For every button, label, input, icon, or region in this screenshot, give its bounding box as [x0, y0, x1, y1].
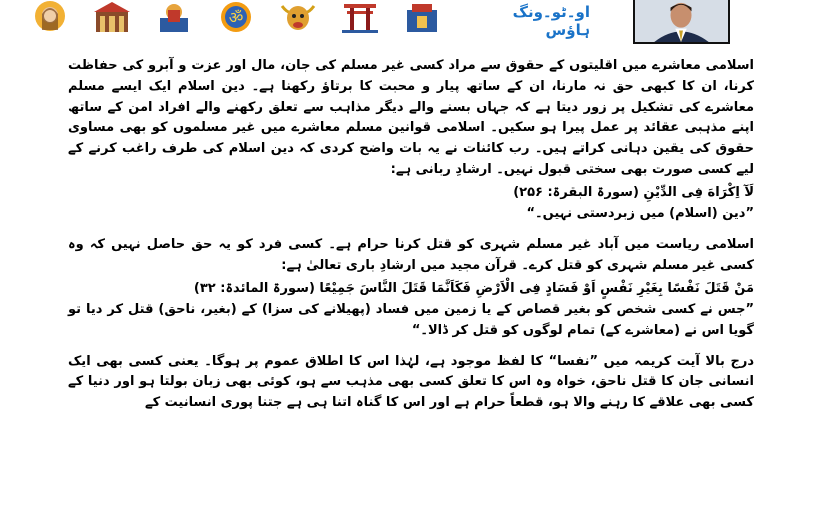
torii-gate-icon: [340, 0, 380, 34]
quran-verse-1: لَآ اِكْرَاهَ فِى الدِّيْنِ (سورۃ البقرۃ: ۲۵۶): [513, 184, 754, 200]
author-photo: [633, 0, 730, 44]
brand-title: او۔ٹو۔ونگ ہاؤس: [512, 3, 590, 39]
paragraph-prohibition: اسلامی ریاست میں آباد غیر مسلم شہری کو قتل کرنا حرام ہے۔ کسی فرد کو یہ حق حاصل نہیں کہ وہ کسی غیر مسلم شہری کو قتل کرے۔ قرآن مجید میں ارشادِ باری تعالیٰ ہے:: [68, 236, 754, 273]
temple-building-icon: [92, 0, 132, 34]
bull-icon: [278, 0, 318, 34]
quran-verse-2: مَنْ قَتَلَ نَفْسًا بِغَيْرِ نَفْسٍ اَوْ فَسَادٍ فِى الْاَرْضِ فَكَاَنَّمَا قَتَلَ النَّاسَ جَمِيْعًا (سورۃ المائدۃ: ۳۲): [193, 280, 754, 296]
spacer: [68, 342, 754, 352]
shrine-box-icon: [402, 0, 442, 34]
translation-1: ”دین (اسلام) میں زبردستی نہیں۔“: [526, 206, 754, 222]
article-body: [68, 56, 754, 414]
shrine-figure-icon: [154, 0, 194, 34]
header-strip: [0, 0, 818, 44]
translation-2: ”جس نے کسی شخص کو بغیر قصاص کے یا زمین میں فساد (پھیلانے کی سزا) کے (بغیر، ناحق) قتل کر دیا تو گویا اس نے (معاشرے کے) تمام لوگوں کو قتل کر ڈالا۔“: [68, 301, 754, 338]
paragraph-intro: اسلامی معاشرے میں اقلیتوں کے حقوق سے مراد کسی غیر مسلم کی جان، مال اور عزت و آبرو کی حفاظت کرنا، ان کا کبھی حق نہ مارنا، ان کے ساتھ پیار و محبت کا برتاؤ رکھنا ہے۔ دین اسلام ایک ایسے مسلم معاشرے کی تشکیل پر زور دیتا ہے کہ جہاں بسنے والے دیگر مذاہب سے تعلق رکھنے والے افراد امن کے ساتھ اپنے مذہبی عقائد پر عمل پیرا ہو سکیں۔ اسلامی قوانین مسلم معاشرے میں غیر مسلموں کو بھی مساوی حقوق کی یقین دہانی کراتے ہیں۔ رب کائنات نے یہ بات واضح کردی کہ دین اسلام کی طرف راغب کرنے کے لیے کسی صورت بھی سختی قبول نہیں۔ ارشادِ ربانی ہے:: [68, 58, 754, 177]
paragraph-explanation: درج بالا آیت کریمہ میں ”نفسا“ کا لفظ موجود ہے، لہٰذا اس کا اطلاق عموم پر ہوگا۔ یعنی کسی بھی ایک انسانی جان کا قتل ناحق، خواہ وہ اس کا تعلق کسی بھی مذہب سے ہو، کوئی بھی زبان بولتا ہو اور دنیا کے کسی بھی علاقے کا رہنے والا ہو، قطعاً حرام ہے اور اس کا گناہ اتنا ہی ہے جتنا پوری انسانیت کے: [68, 353, 754, 411]
spacer: [68, 225, 754, 235]
svg-text:ॐ: ॐ: [228, 8, 244, 27]
jesus-portrait-icon: [30, 0, 70, 34]
religion-icons-row: [30, 0, 442, 36]
om-symbol-icon: [216, 0, 256, 34]
